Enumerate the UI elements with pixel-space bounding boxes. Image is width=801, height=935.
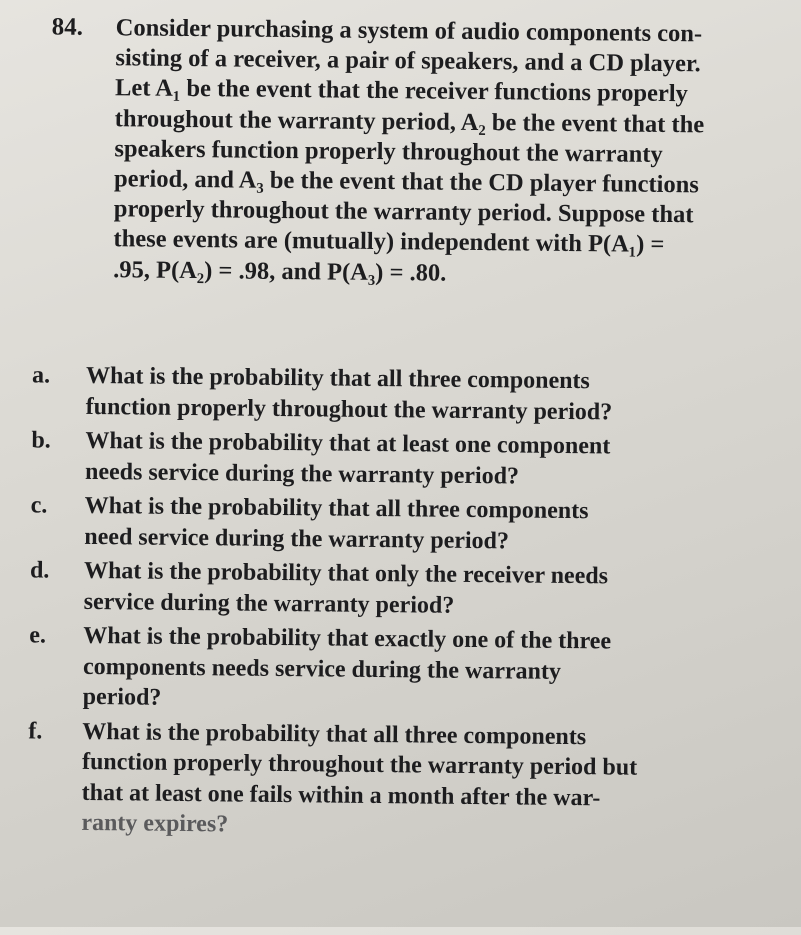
- part-line: What is the probability that all three components: [82, 718, 587, 750]
- part-line: components needs service during the warranty: [82, 653, 562, 685]
- problem-line: sisting of a receiver, a pair of speakers, and a CD player.: [115, 44, 701, 78]
- problem-line: properly throughout the warranty period. Suppose that: [113, 195, 694, 229]
- problem-line: Let A₁ be the event that the receiver functions properly: [114, 74, 688, 108]
- problem-line: speakers function properly throughout the warranty: [114, 135, 663, 168]
- problem-statement: [113, 13, 776, 292]
- part-line: What is the probability that only the receiver needs: [83, 557, 609, 590]
- question-parts: [27, 360, 732, 849]
- part-line: function properly throughout the warranty period but: [81, 748, 638, 781]
- part-text: [84, 556, 731, 624]
- part-line: need service during the warranty period?: [84, 523, 510, 554]
- part-label: d.: [29, 557, 50, 584]
- question-part-b: [31, 425, 732, 493]
- part-line: needs service during the warranty period?: [84, 458, 520, 489]
- part-text: [86, 361, 733, 429]
- part-text: [85, 426, 732, 494]
- part-line: that at least one fails within a month after the war-: [81, 779, 601, 811]
- problem-line: Consider purchasing a system of audio components con-: [115, 14, 703, 48]
- question-part-f: [27, 716, 728, 845]
- part-label: a.: [31, 362, 51, 389]
- problem-line: throughout the warranty period, A₂ be the event that the: [114, 104, 705, 138]
- part-line: ranty expires?: [81, 809, 229, 838]
- problem-line: period, and A₃ be the event that the CD player functions: [113, 165, 699, 199]
- problem-line: these events are (mutually) independent with P(A₁) =: [113, 225, 665, 259]
- part-line: What is the probability that at least one component: [85, 427, 611, 460]
- problem-number: 84.: [51, 13, 84, 41]
- problem-line: .95, P(A₂) = .98, and P(A₃) = .80.: [113, 255, 447, 287]
- part-text: [83, 621, 730, 719]
- part-line: What is the probability that all three components: [84, 492, 589, 525]
- part-line: What is the probability that exactly one of the three: [83, 622, 612, 655]
- question-part-c: [30, 490, 731, 558]
- part-label: b.: [31, 427, 51, 454]
- part-text: [81, 716, 728, 845]
- part-text: [84, 491, 731, 559]
- problem-84: [49, 13, 776, 292]
- question-part-d: [30, 555, 731, 623]
- part-label: e.: [29, 622, 47, 649]
- part-label: c.: [30, 492, 48, 519]
- question-part-a: [32, 360, 733, 428]
- part-line: What is the probability that all three components: [85, 362, 590, 395]
- part-label: f.: [28, 717, 43, 744]
- part-line: function properly throughout the warranty period?: [85, 393, 613, 425]
- question-part-e: [29, 620, 730, 719]
- part-line: period?: [82, 683, 162, 711]
- part-line: service during the warranty period?: [83, 588, 455, 619]
